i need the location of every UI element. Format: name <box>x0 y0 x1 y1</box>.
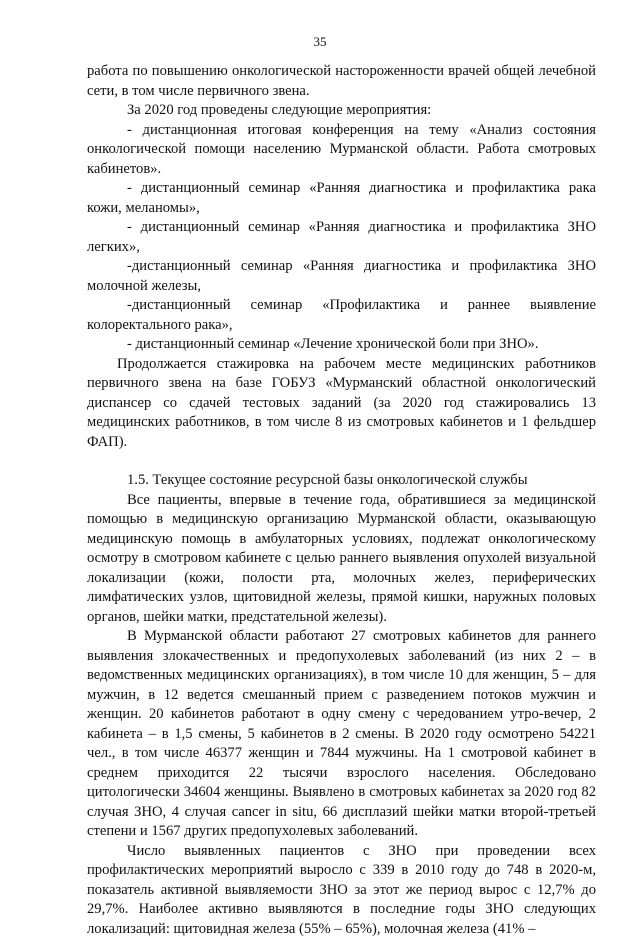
section-heading: 1.5. Текущее состояние ресурсной базы онкологической службы <box>87 471 596 491</box>
paragraph: Продолжается стажировка на рабочем месте медицинских работников первичного звена на базе ГОБУЗ «Мурманский областной онкологический диспансер со сдачей тестовых заданий (за 2020 год стажировались 13 медицинских работников, в том числе 8 из смотровых кабинетов и 1 фельдшер ФАП). <box>87 355 596 453</box>
list-item: - дистанционная итоговая конференция на тему «Анализ состояния онкологической помощи населению Мурманской области. Работа смотровых кабинетов». <box>87 121 596 180</box>
list-item: - дистанционный семинар «Ранняя диагностика и профилактика ЗНО легких», <box>87 218 596 257</box>
paragraph: В Мурманской области работают 27 смотровых кабинетов для раннего выявления злокачественных и предопухолевых заболеваний (из них 2 – в ведомственных медицинских организациях), в том числе 10 для женщин, 5 – для мужчин, в 12 ведется смешанный прием с разведением потоков мужчин и женщин. 20 кабинетов работают в одну смену с чередованием утро-вечер, 2 кабинета – в 1,5 смены, 5 кабинетов в 2 смены. В 2020 году осмотрено 54221 чел., в том числе 46377 женщин и 7844 мужчины. На 1 смотровой кабинет в среднем приходится 22 тысячи взрослого населения. Обследовано цитологически 34604 женщины. Выявлено в смотровых кабинетах за 2020 год 82 случая ЗНО, 4 случая cancer in situ, 66 дисплазий шейки матки второй-третьей степени и 1567 других предопухолевых заболеваний. <box>87 627 596 842</box>
list-item: -дистанционный семинар «Ранняя диагностика и профилактика ЗНО молочной железы, <box>87 257 596 296</box>
paragraph: За 2020 год проведены следующие мероприятия: <box>87 101 596 121</box>
list-item: - дистанционный семинар «Лечение хронической боли при ЗНО». <box>87 335 596 355</box>
paragraph: Все пациенты, впервые в течение года, обратившиеся за медицинской помощью в медицинскую организацию Мурманской области, оказывающую медицинскую помощь в амбулаторных условиях, подлежат онкологическому осмотру в смотровом кабинете с целью раннего выявления опухолей визуальной локализации (кожи, полости рта, молочных желез, периферических лимфатических узлов, щитовидной железы, прямой кишки, наружных половых органов, шейки матки, предстательной железы). <box>87 491 596 628</box>
paragraph: работа по повышению онкологической настороженности врачей общей лечебной сети, в том числе первичного звена. <box>87 62 596 101</box>
page-number: 35 <box>0 34 640 50</box>
spacer <box>87 452 596 471</box>
paragraph: Число выявленных пациентов с ЗНО при проведении всех профилактических мероприятий выросло с 339 в 2010 году до 748 в 2020-м, показатель активной выявляемости ЗНО за этот же период вырос с 12,7% до 29,7%. Наиболее активно выявляются в последние годы ЗНО следующих локализаций: щитовидная железа (55% – 65%), молочная железа (41% – <box>87 842 596 939</box>
list-item: -дистанционный семинар «Профилактика и раннее выявление колоректального рака», <box>87 296 596 335</box>
list-item: - дистанционный семинар «Ранняя диагностика и профилактика рака кожи, меланомы», <box>87 179 596 218</box>
page-body <box>87 62 596 939</box>
